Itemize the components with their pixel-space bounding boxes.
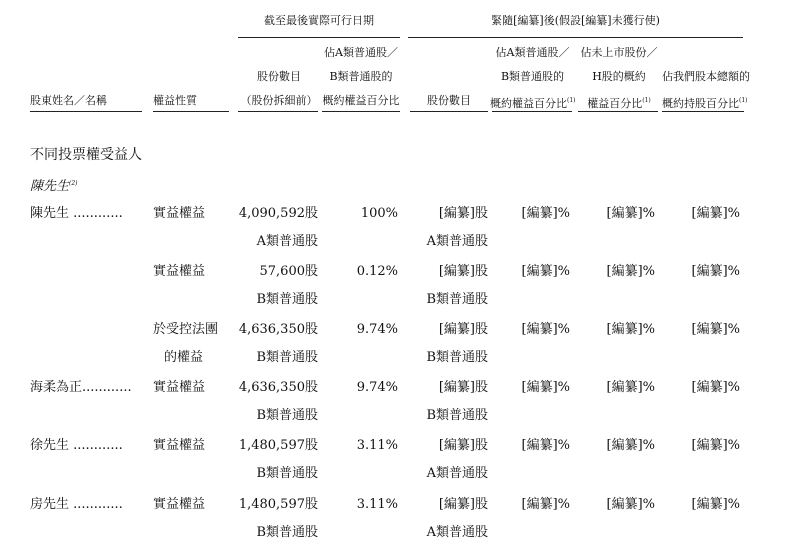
row-post-pct-ab: [編纂]% bbox=[521, 380, 570, 395]
header-line: 佔A類普通股／ bbox=[495, 46, 570, 59]
header-line: 佔我們股本總額的 bbox=[662, 70, 750, 83]
row-shares: 4,636,350股 bbox=[238, 322, 318, 337]
row-post-pct-total: [編纂]% bbox=[691, 438, 740, 453]
row-post-pct-ab: [編纂]% bbox=[521, 206, 570, 221]
row-share-class: B類普通股 bbox=[256, 525, 318, 540]
row-post-pct-h: [編纂]% bbox=[606, 322, 655, 337]
header-line: H股的概約 bbox=[592, 70, 646, 83]
header-line: 股份數目 bbox=[257, 70, 301, 83]
row-post-pct-h: [編纂]% bbox=[606, 438, 655, 453]
row-post-pct-total: [編纂]% bbox=[691, 497, 740, 512]
row-post-class: B類普通股 bbox=[426, 408, 488, 423]
row-share-class: B類普通股 bbox=[256, 408, 318, 423]
col-header-name: 股東姓名／名稱 bbox=[30, 94, 107, 107]
col-header-shares-after: 股份數目 bbox=[427, 94, 471, 107]
col-header-pct-total-after bbox=[662, 70, 750, 111]
group-header-post bbox=[408, 14, 743, 28]
header-rule bbox=[492, 111, 572, 112]
row-post-pct-h: [編纂]% bbox=[606, 264, 655, 279]
row-nature: 實益權益 bbox=[153, 264, 206, 279]
header-rule bbox=[662, 111, 744, 112]
row-post-pct-h: [編纂]% bbox=[606, 380, 655, 395]
header-line: 概約持股百分比$^{(1)}$ bbox=[662, 97, 748, 110]
row-name: 陳先生 ............ bbox=[30, 206, 123, 221]
header-line: B類普通股的 bbox=[329, 70, 393, 83]
col-header-pct-before bbox=[320, 46, 402, 108]
row-post-pct-h: [編纂]% bbox=[606, 206, 655, 221]
row-post-class: A類普通股 bbox=[426, 466, 488, 481]
group-header-post-text: 緊隨[編纂]後(假設[編纂]未獲行使) bbox=[491, 14, 660, 27]
group-rule-post bbox=[408, 37, 743, 38]
col-header-nature: 權益性質 bbox=[153, 94, 197, 107]
row-post-pct-ab: [編纂]% bbox=[521, 497, 570, 512]
col-header-pct-h-after bbox=[577, 46, 661, 111]
header-rule bbox=[322, 111, 400, 112]
row-share-class: B類普通股 bbox=[256, 350, 318, 365]
row-post-pct-ab: [編纂]% bbox=[521, 438, 570, 453]
row-nature: 實益權益 bbox=[153, 438, 206, 453]
row-post-shares: [編纂]股 bbox=[438, 206, 488, 221]
row-name: 房先生 ............ bbox=[30, 497, 123, 512]
row-nature: 於受控法團 bbox=[153, 322, 219, 337]
row-nature: 實益權益 bbox=[153, 497, 206, 512]
row-post-shares: [編纂]股 bbox=[438, 380, 488, 395]
col-header-shares-before bbox=[238, 70, 320, 108]
header-line: B類普通股的 bbox=[500, 70, 565, 83]
row-post-shares: [編纂]股 bbox=[438, 264, 488, 279]
row-shares: 57,600股 bbox=[259, 264, 318, 279]
row-pct: 3.11% bbox=[356, 497, 398, 512]
row-shares: 4,090,592股 bbox=[238, 206, 318, 221]
header-line: 佔A類普通股／ bbox=[324, 46, 398, 59]
row-share-class: B類普通股 bbox=[256, 292, 318, 307]
subsection-title: 陳先生$^{(2)}$ bbox=[30, 179, 78, 194]
row-post-pct-total: [編纂]% bbox=[691, 322, 740, 337]
row-post-shares: [編纂]股 bbox=[438, 322, 488, 337]
row-post-shares: [編纂]股 bbox=[438, 497, 488, 512]
header-rule bbox=[153, 111, 229, 112]
row-post-pct-total: [編纂]% bbox=[691, 380, 740, 395]
row-post-pct-ab: [編纂]% bbox=[521, 264, 570, 279]
header-line: 概約權益百分比$^{(1)}$ bbox=[490, 97, 576, 110]
header-rule bbox=[410, 111, 488, 112]
header-line: （股份拆細前） bbox=[240, 94, 318, 107]
row-pct: 9.74% bbox=[356, 380, 398, 395]
row-post-pct-ab: [編纂]% bbox=[521, 322, 570, 337]
row-nature-cont: 的權益 bbox=[164, 350, 204, 365]
header-rule bbox=[30, 111, 142, 112]
row-shares: 1,480,597股 bbox=[238, 438, 318, 453]
row-nature: 實益權益 bbox=[153, 206, 206, 221]
header-line: 權益百分比$^{(1)}$ bbox=[587, 97, 651, 110]
row-post-class: A類普通股 bbox=[426, 234, 488, 249]
header-line: 概約權益百分比 bbox=[322, 94, 400, 107]
row-post-pct-total: [編纂]% bbox=[691, 206, 740, 221]
group-header-current: 截至最後實際可行日期 bbox=[264, 14, 374, 27]
header-rule bbox=[238, 111, 318, 112]
row-pct: 9.74% bbox=[356, 322, 398, 337]
row-pct: 100% bbox=[360, 206, 398, 221]
section-title: 不同投票權受益人 bbox=[30, 147, 142, 163]
row-share-class: B類普通股 bbox=[256, 466, 318, 481]
header-rule bbox=[578, 111, 658, 112]
row-shares: 1,480,597股 bbox=[238, 497, 318, 512]
row-post-class: B類普通股 bbox=[426, 350, 488, 365]
row-post-class: B類普通股 bbox=[426, 292, 488, 307]
group-rule-current bbox=[238, 37, 400, 38]
row-name: 海柔為正............ bbox=[30, 380, 132, 395]
row-shares: 4,636,350股 bbox=[238, 380, 318, 395]
row-nature: 實益權益 bbox=[153, 380, 206, 395]
header-line: 佔未上市股份／ bbox=[580, 46, 658, 59]
row-post-pct-h: [編纂]% bbox=[606, 497, 655, 512]
row-pct: 0.12% bbox=[356, 264, 398, 279]
row-pct: 3.11% bbox=[356, 438, 398, 453]
row-share-class: A類普通股 bbox=[256, 234, 318, 249]
row-post-pct-total: [編纂]% bbox=[691, 264, 740, 279]
row-post-class: A類普通股 bbox=[426, 525, 488, 540]
row-name: 徐先生 ............ bbox=[30, 438, 123, 453]
row-post-shares: [編纂]股 bbox=[438, 438, 488, 453]
col-header-pct-ab-after bbox=[490, 46, 575, 111]
